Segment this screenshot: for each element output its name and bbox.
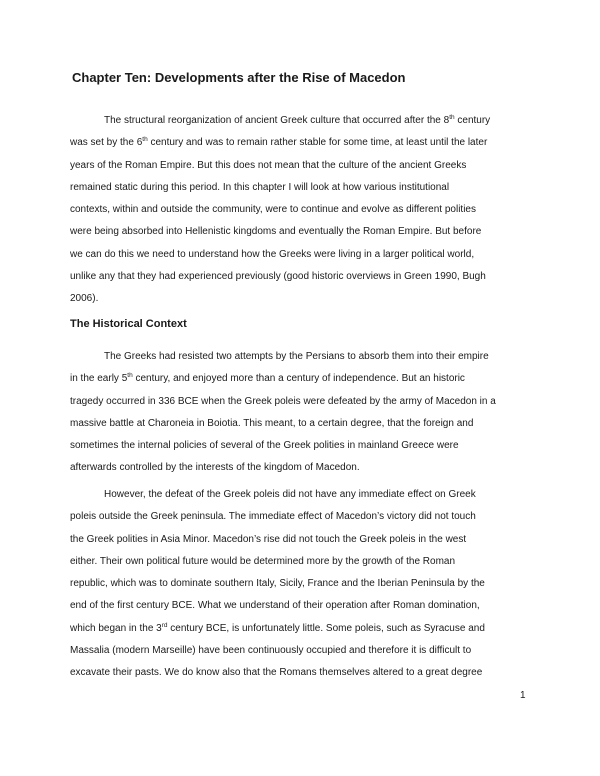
text-line: Massalia (modern Marseille) have been continuously occupied and therefore it is difficult to [70,645,472,657]
text-line: either. Their own political future would be determined more by the growth of the Roman [70,555,456,567]
text-line: tragedy occurred in 336 BCE when the Greek poleis were defeated by the army of Macedon in a [70,395,496,407]
text-line: poleis outside the Greek peninsula. The immediate effect of Macedon’s victory did not touch [70,511,476,523]
text-line: The structural reorganization of ancient Greek culture that occurred after the 8th century [104,114,491,126]
paragraph-intro [70,110,532,311]
text-line: sometimes the internal policies of several of the Greek polities in mainland Greece were [70,440,459,452]
text-line: were being absorbed into Hellenistic kingdoms and eventually the Roman Empire. But before [70,226,482,238]
text-line: excavate their pasts. We do know also that the Romans themselves altered to a great degree [70,667,483,679]
text-line: republic, which was to dominate southern Italy, Sicily, France and the Iberian Peninsula by the [70,578,485,590]
text-line: years of the Roman Empire. But this does not mean that the culture of the ancient Greeks [70,159,467,171]
paragraph-defeat-effects [70,484,532,685]
text-line: which began in the 3rd century BCE, is unfortunately little. Some poleis, such as Syracuse and [70,621,485,634]
text-line: unlike any that they had experienced previously (good historic overviews in Green 1990, Bugh [70,271,486,283]
text-line: was set by the 6th century and was to remain rather stable for some time, at least until the later [70,136,488,149]
text-line: However, the defeat of the Greek poleis did not have any immediate effect on Greek [104,489,476,500]
section-heading: The Historical Context [70,318,187,330]
text-line: we can do this we need to understand how the Greeks were living in a larger political world, [70,248,475,260]
paragraph-historical-context [70,346,532,480]
text-line: 2006). [70,293,99,305]
page-number: 1 [520,690,526,701]
chapter-title: Chapter Ten: Developments after the Rise of Macedon [72,70,406,85]
text-line: massive battle at Charoneia in Boiotia. This meant, to a certain degree, that the foreign and [70,417,474,429]
text-line: contexts, within and outside the community, were to continue and evolve as different polities [70,204,476,216]
text-line: end of the first century BCE. What we understand of their operation after Roman domination, [70,600,480,612]
text-line: remained static during this period. In this chapter I will look at how various institutional [70,181,450,193]
text-line: in the early 5th century, and enjoyed more than a century of independence. But an historic [70,372,465,385]
text-line: the Greek polities in Asia Minor. Macedon’s rise did not touch the Greek poleis in the west [70,533,467,545]
text-line: The Greeks had resisted two attempts by the Persians to absorb them into their empire [104,351,489,362]
text-line: afterwards controlled by the interests of the kingdom of Macedon. [70,462,360,474]
